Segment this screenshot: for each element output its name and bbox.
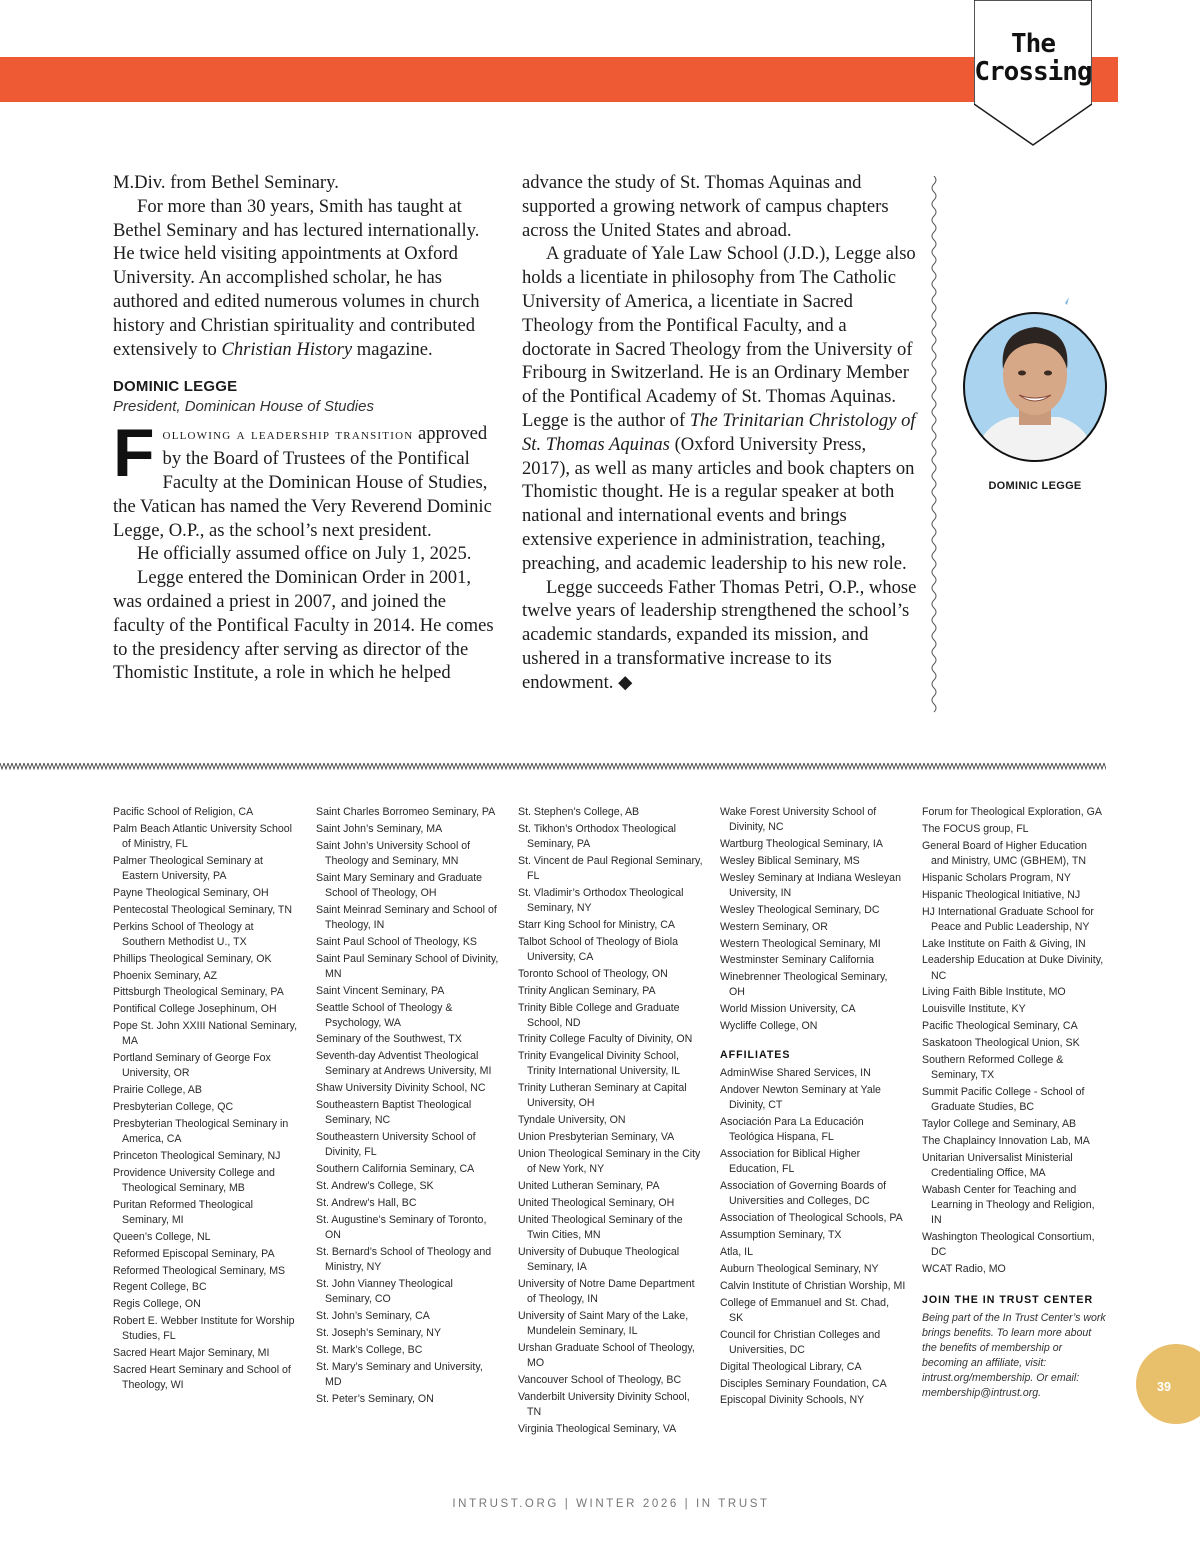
list-item: Starr King School for Ministry, CA <box>518 918 675 931</box>
list-item: Perkins School of Theology at Southern Methodist U., TX <box>113 920 254 948</box>
list-item: Shaw University Divinity School, NC <box>316 1082 486 1095</box>
join-promo-text: Being part of the In Trust Center’s work brings benefits. To learn more about the benefits of membership or becoming an affiliate, visit: intrust.org/membership. Or email: membership@intrust.org. <box>922 1311 1106 1400</box>
list-item: Western Theological Seminary, MI <box>720 937 881 950</box>
list-item: Southern Reformed College & Seminary, TX <box>922 1053 1064 1082</box>
list-item: College of Emmanuel and St. Chad, SK <box>720 1296 890 1324</box>
list-item: Tyndale University, ON <box>518 1114 626 1127</box>
section-badge <box>974 0 1092 146</box>
list-item: Reformed Episcopal Seminary, PA <box>113 1247 275 1260</box>
list-item: Hispanic Scholars Program, NY <box>922 871 1071 884</box>
profile-subheading: President, Dominican House of Studies <box>113 398 374 416</box>
list-item: Association for Biblical Higher Education, FL <box>720 1148 861 1176</box>
text-run: approved by the Board of Trustees of the Pontifical Faculty at the Dominican House of Studies, the Vatican has named the Very Reverend Dominic Legge, O.P., as the school’s next president. <box>113 423 492 541</box>
list-item: United Theological Seminary of the Twin Cities, MN <box>518 1213 683 1241</box>
list-item: Urshan Graduate School of Theology, MO <box>518 1341 695 1369</box>
member-list-column-1 <box>113 805 298 1395</box>
list-item: General Board of Higher Education and Ministry, UMC (GBHEM), TN <box>922 839 1087 867</box>
paragraph: Legge entered the Dominican Order in 2001, was ordained a priest in 2007, and joined the faculty of the Pontifical Faculty in 2014. He comes to the presidency after serving as director of the Thomistic Institute, a role in which he helped <box>113 567 494 684</box>
section-title-line2: Crossing <box>974 57 1092 87</box>
list-item: Vancouver School of Theology, BC <box>518 1373 682 1386</box>
member-list-column-5 <box>922 805 1107 1402</box>
vertical-wavy-rule <box>929 176 939 716</box>
list-item: Lake Institute on Faith & Giving, IN <box>922 937 1086 950</box>
list-item: Association of Governing Boards of Universities and Colleges, DC <box>720 1180 887 1208</box>
list-item: St. Augustine’s Seminary of Toronto, ON <box>316 1213 487 1241</box>
list-item: University of Dubuque Theological Seminary, IA <box>518 1245 680 1273</box>
list-item: Digital Theological Library, CA <box>720 1360 862 1373</box>
list-item: Union Theological Seminary in the City of New York, NY <box>518 1148 701 1176</box>
list-item: Saskatoon Theological Union, SK <box>922 1037 1080 1050</box>
list-item: Saint Charles Borromeo Seminary, PA <box>316 806 496 818</box>
list-item: United Lutheran Seminary, PA <box>518 1180 660 1193</box>
list-item: Calvin Institute of Christian Worship, MI <box>720 1279 906 1292</box>
list-item: St. John Vianney Theological Seminary, CO <box>316 1277 453 1305</box>
list-item: Prairie College, AB <box>113 1084 202 1097</box>
affiliates-list <box>922 805 1107 1277</box>
list-item: Pacific School of Religion, CA <box>113 806 254 818</box>
list-item: St. Mary’s Seminary and University, MD <box>316 1360 483 1388</box>
list-item: Virginia Theological Seminary, VA <box>518 1422 677 1435</box>
list-item: St. Bernard’s School of Theology and Ministry, NY <box>316 1245 492 1273</box>
list-item: Saint John’s University School of Theology and Seminary, MN <box>316 839 471 867</box>
text-run: Legge succeeds Father Thomas Petri, O.P., whose twelve years of leadership strengthened the school’s academic standards, expanded its mission, and ushered in a transformative increase to its endowment. <box>522 576 917 693</box>
list-item: Saint Meinrad Seminary and School of Theology, IN <box>316 903 497 931</box>
list-item: Western Seminary, OR <box>720 920 828 933</box>
member-list-column-2 <box>316 805 501 1408</box>
list-item: St. Mark’s College, BC <box>316 1343 423 1356</box>
list-item: Living Faith Bible Institute, MO <box>922 986 1066 999</box>
paragraph: M.Div. from Bethel Seminary. <box>113 172 339 193</box>
italic-title: The Trinitarian Christology of St. Thomas Aquinas <box>522 409 916 455</box>
page-number: 39 <box>1157 1380 1171 1394</box>
list-item: Summit Pacific College - School of Graduate Studies, BC <box>922 1085 1085 1114</box>
list-item: St. Andrew’s College, SK <box>316 1180 434 1193</box>
list-item: Trinity College Faculty of Divinity, ON <box>518 1033 693 1046</box>
list-item: Presbyterian College, QC <box>113 1101 234 1114</box>
section-title-line1: The <box>1011 29 1055 59</box>
text-run: (Oxford University Press, 2017), as well as many articles and book chapters on Thomistic thought. He is a regular speaker at both national and international events and brings extensive experience in administration, teaching, preaching, and academic leadership to his new role. <box>522 433 915 574</box>
article-column-2 <box>522 171 917 695</box>
list-item: Southern California Seminary, CA <box>316 1163 475 1176</box>
list-item: St. Peter’s Seminary, ON <box>316 1392 434 1405</box>
join-heading: JOIN THE IN TRUST CENTER <box>922 1293 1094 1306</box>
list-item: Westminster Seminary California <box>720 954 875 967</box>
list-item: Hispanic Theological Initiative, NJ <box>922 888 1081 901</box>
list-item: Forum for Theological Exploration, GA <box>922 806 1102 818</box>
list-item: Trinity Bible College and Graduate School, ND <box>518 1001 680 1029</box>
list-item: Talbot School of Theology of Biola University, CA <box>518 935 678 963</box>
portrait-photo <box>961 297 1109 467</box>
list-item: Sacred Heart Major Seminary, MI <box>113 1347 270 1360</box>
list-item: Washington Theological Consortium, DC <box>922 1230 1095 1258</box>
list-item: World Mission University, CA <box>720 1003 856 1016</box>
list-item: Wesley Seminary at Indiana Wesleyan University, IN <box>720 871 901 899</box>
list-item: Disciples Seminary Foundation, CA <box>720 1377 887 1390</box>
list-item: The FOCUS group, FL <box>922 822 1029 835</box>
list-item: Phillips Theological Seminary, OK <box>113 952 272 965</box>
list-item: Presbyterian Theological Seminary in America, CA <box>113 1117 289 1146</box>
list-item: Saint Vincent Seminary, PA <box>316 984 445 997</box>
list-item: Saint John’s Seminary, MA <box>316 822 443 835</box>
list-item: Winebrenner Theological Seminary, OH <box>720 971 888 999</box>
list-item: Saint Paul School of Theology, KS <box>316 935 477 948</box>
list-item: The Chaplaincy Innovation Lab, MA <box>922 1134 1090 1147</box>
list-item: Association of Theological Schools, PA <box>720 1212 903 1225</box>
list-item: University of Notre Dame Department of Theology, IN <box>518 1277 695 1305</box>
list-item: Vanderbilt University Divinity School, TN <box>518 1390 690 1418</box>
drop-cap: F <box>113 415 155 492</box>
list-item: Episcopal Divinity Schools, NY <box>720 1394 865 1407</box>
list-item: St. Stephen’s College, AB <box>518 806 640 818</box>
list-item: Pittsburgh Theological Seminary, PA <box>113 986 284 999</box>
list-item: University of Saint Mary of the Lake, Mundelein Seminary, IL <box>518 1309 689 1337</box>
list-item: Portland Seminary of George Fox University, OR <box>113 1052 271 1080</box>
list-item: Council for Christian Colleges and Universities, DC <box>720 1328 881 1356</box>
list-item: Wesley Theological Seminary, DC <box>720 903 880 916</box>
list-item: Toronto School of Theology, ON <box>518 967 668 980</box>
list-item: Southeastern Baptist Theological Seminary, NC <box>316 1099 472 1127</box>
photo-caption: DOMINIC LEGGE <box>988 480 1082 492</box>
list-item: Pacific Theological Seminary, CA <box>922 1020 1078 1033</box>
list-item: Puritan Reformed Theological Seminary, MI <box>113 1198 253 1226</box>
list-item: Trinity Lutheran Seminary at Capital University, OH <box>518 1082 687 1110</box>
list-item: Regis College, ON <box>113 1298 201 1311</box>
list-item: HJ International Graduate School for Peace and Public Leadership, NY <box>922 905 1094 933</box>
list-item: Leadership Education at Duke Divinity, NC <box>922 954 1104 982</box>
list-item: Wesley Biblical Seminary, MS <box>720 854 860 867</box>
list-item: Auburn Theological Seminary, NY <box>720 1262 879 1275</box>
paragraph: advance the study of St. Thomas Aquinas and supported a growing network of campus chapters across the United States and abroad. <box>522 172 889 241</box>
list-item: Louisville Institute, KY <box>922 1003 1026 1016</box>
list-item: Union Presbyterian Seminary, VA <box>518 1131 675 1144</box>
lead-smallcaps: ollowing a leadership transition <box>162 426 414 444</box>
member-list-group <box>720 805 906 1034</box>
list-item: Unitarian Universalist Ministerial Credentialing Office, MA <box>922 1151 1073 1179</box>
member-list-column-3 <box>518 805 703 1439</box>
list-item: Sacred Heart Seminary and School of Theology, WI <box>113 1364 291 1392</box>
list-item: Pentecostal Theological Seminary, TN <box>113 903 293 916</box>
list-item: United Theological Seminary, OH <box>518 1197 675 1209</box>
text-run: A graduate of Yale Law School (J.D.), Legge also holds a licentiate in philosophy from The Catholic University of America, a licentiate in Sacred Theology from the Pontifical Faculty, and a doctorate in Sacred Theology from the University of Fribourg in Switzerland. He is an Ordinary Member of the Pontifical Academy of St. Thomas Aquinas. Legge is the author of <box>522 243 916 431</box>
paragraph: He officially assumed office on July 1, 2025. <box>137 543 472 565</box>
list-item: Saint Paul Seminary School of Divinity, MN <box>316 952 499 980</box>
header-orange-bar <box>0 57 1118 102</box>
list-item: Wabash Center for Teaching and Learning in Theology and Religion, IN <box>922 1183 1095 1226</box>
end-mark-icon: ◆ <box>618 671 633 693</box>
list-item: Pope St. John XXIII National Seminary, MA <box>113 1020 298 1048</box>
text-run: For more than 30 years, Smith has taught at Bethel Seminary and has lectured internationally. He twice held visiting appointments at Oxford University. An accomplished scholar, he has authored and edited numerous volumes in church history and Christian spirituality and contributed extensively to <box>113 195 480 360</box>
affiliates-list <box>720 1066 906 1408</box>
list-item: Wartburg Theological Seminary, IA <box>720 837 883 850</box>
list-item: Trinity Anglican Seminary, PA <box>518 984 656 997</box>
list-item: Wake Forest University School of Divinity, NC <box>720 806 877 834</box>
paragraph <box>522 242 917 575</box>
list-item: Pontifical College Josephinum, OH <box>113 1003 277 1016</box>
list-item: Palm Beach Atlantic University School of Ministry, FL <box>113 822 292 850</box>
list-item: Assumption Seminary, TX <box>720 1229 842 1242</box>
list-item: Seminary of the Southwest, TX <box>316 1033 462 1046</box>
list-item: St. Andrew’s Hall, BC <box>316 1197 417 1209</box>
list-item: Wycliffe College, ON <box>720 1020 818 1033</box>
italic-title: Christian History <box>221 338 353 360</box>
paragraph <box>522 576 917 695</box>
list-item: Southeastern University School of Divinity, FL <box>316 1131 476 1159</box>
list-item: Asociación Para La Educación Teológica Hispana, FL <box>720 1116 864 1144</box>
list-item: Reformed Theological Seminary, MS <box>113 1264 286 1277</box>
list-item: St. Vladimir’s Orthodox Theological Seminary, NY <box>518 886 684 914</box>
list-item: Seventh-day Adventist Theological Seminary at Andrews University, MI <box>316 1050 492 1078</box>
list-item: Palmer Theological Seminary at Eastern University, PA <box>113 854 263 882</box>
member-list-column-4 <box>720 805 906 1410</box>
list-item: St. Tikhon’s Orthodox Theological Seminary, PA <box>518 822 677 850</box>
list-item: AdminWise Shared Services, IN <box>720 1067 871 1080</box>
list-item: St. John’s Seminary, CA <box>316 1309 430 1322</box>
profile-heading: DOMINIC LEGGE <box>113 378 238 396</box>
horizontal-wavy-divider <box>0 762 1106 770</box>
list-item: Saint Mary Seminary and Graduate School of Theology, OH <box>316 871 483 899</box>
lead-paragraph <box>113 415 497 542</box>
text-run: magazine. <box>352 338 433 360</box>
list-item: Andover Newton Seminary at Yale Divinity, CT <box>720 1084 881 1112</box>
list-item: St. Vincent de Paul Regional Seminary, FL <box>518 854 703 882</box>
list-item: Taylor College and Seminary, AB <box>922 1117 1077 1130</box>
list-item: Seattle School of Theology & Psychology, WA <box>316 1001 453 1029</box>
list-item: Providence University College and Theological Seminary, MB <box>113 1166 275 1194</box>
paragraph <box>113 195 497 362</box>
list-item: Payne Theological Seminary, OH <box>113 886 269 899</box>
list-item: Phoenix Seminary, AZ <box>113 969 218 982</box>
list-item: St. Joseph’s Seminary, NY <box>316 1326 442 1339</box>
list-item: Robert E. Webber Institute for Worship Studies, FL <box>113 1315 295 1343</box>
list-item: Atla, IL <box>720 1245 753 1258</box>
list-item: Princeton Theological Seminary, NJ <box>113 1149 281 1162</box>
list-item: Trinity Evangelical Divinity School, Trinity International University, IL <box>518 1050 681 1078</box>
list-item: Queen’s College, NL <box>113 1230 211 1243</box>
affiliates-heading: AFFILIATES <box>720 1049 791 1062</box>
list-item: WCAT Radio, MO <box>922 1262 1006 1275</box>
section-title <box>974 30 1092 86</box>
article-column-1 <box>113 171 497 685</box>
page-footer: INTRUST.ORG | WINTER 2026 | IN TRUST <box>452 1498 770 1510</box>
list-item: Regent College, BC <box>113 1281 207 1294</box>
